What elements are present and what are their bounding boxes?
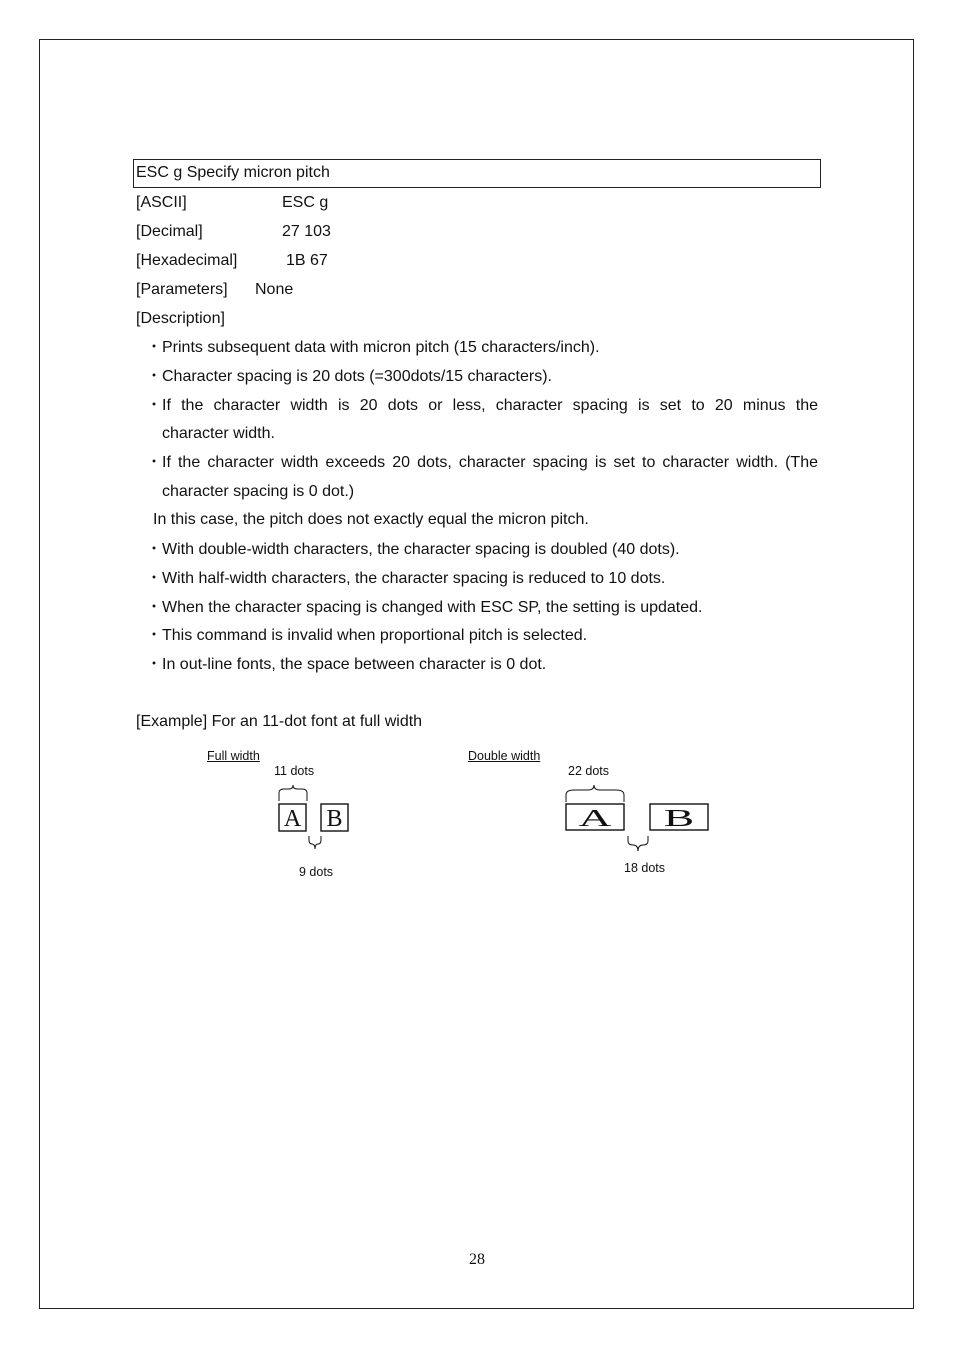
section-title: ESC g Specify micron pitch — [136, 164, 330, 181]
bullet-marker: ・ — [146, 541, 163, 558]
field-label-decimal: [Decimal] — [136, 223, 203, 240]
bullet-marker: ・ — [146, 570, 163, 587]
field-value-parameters: None — [255, 281, 294, 298]
description-bullet: With double-width characters, the character spacing is doubled (40 dots). — [162, 541, 680, 558]
double-width-spacing-label: 18 dots — [624, 861, 666, 875]
bullet-marker: ・ — [146, 368, 163, 385]
double-width-char-b: B — [663, 804, 695, 832]
example-heading: [Example] For an 11-dot font at full width — [136, 713, 423, 730]
field-label-parameters: [Parameters] — [136, 281, 228, 298]
description-bullet: Character spacing is 20 dots (=300dots/15 characters). — [162, 368, 552, 385]
description-bullet: This command is invalid when proportional pitch is selected. — [162, 627, 588, 644]
full-width-label: Full width — [207, 749, 260, 763]
field-value-decimal: 27 103 — [282, 223, 331, 240]
field-label-ascii: [ASCII] — [136, 194, 187, 211]
bullet-marker: ・ — [146, 656, 163, 673]
bullet-marker: ・ — [146, 397, 163, 414]
full-width-bottom-brace — [309, 836, 321, 849]
bullet-marker: ・ — [146, 339, 163, 356]
description-note: In this case, the pitch does not exactly equal the micron pitch. — [153, 511, 589, 528]
double-width-label: Double width — [468, 749, 541, 763]
description-bullet: Prints subsequent data with micron pitch (15 characters/inch). — [162, 339, 600, 356]
full-width-char-width-label: 11 dots — [274, 764, 315, 778]
double-width-top-brace — [566, 785, 624, 802]
bullet-marker: ・ — [146, 454, 163, 471]
field-value-ascii: ESC g — [282, 194, 329, 211]
full-width-spacing-label: 9 dots — [299, 865, 334, 879]
description-bullet: In out-line fonts, the space between character is 0 dot. — [162, 656, 547, 673]
field-value-hexadecimal: 1B 67 — [286, 252, 328, 269]
double-width-char-a: A — [578, 804, 612, 832]
bullet-marker: ・ — [146, 627, 163, 644]
description-bullet: If the character width is 20 dots or less, character spacing is set to 20 minus the — [162, 397, 818, 414]
description-bullet: When the character spacing is changed with ESC SP, the setting is updated. — [162, 599, 703, 616]
description-bullet-continuation: character width. — [162, 425, 275, 442]
description-bullet-continuation: character spacing is 0 dot.) — [162, 483, 355, 500]
full-width-char-b: B — [326, 806, 343, 832]
double-width-bottom-brace — [628, 836, 648, 851]
full-width-char-a: A — [283, 806, 302, 832]
description-bullet: If the character width exceeds 20 dots, character spacing is set to character width. (The — [162, 454, 818, 471]
double-width-char-width-label: 22 dots — [568, 764, 610, 778]
description-bullet: With half-width characters, the character spacing is reduced to 10 dots. — [162, 570, 666, 587]
description-label: [Description] — [136, 310, 225, 327]
bullet-marker: ・ — [146, 599, 163, 616]
full-width-top-brace — [279, 785, 307, 801]
page-number: 28 — [469, 1251, 485, 1268]
field-label-hexadecimal: [Hexadecimal] — [136, 252, 238, 269]
